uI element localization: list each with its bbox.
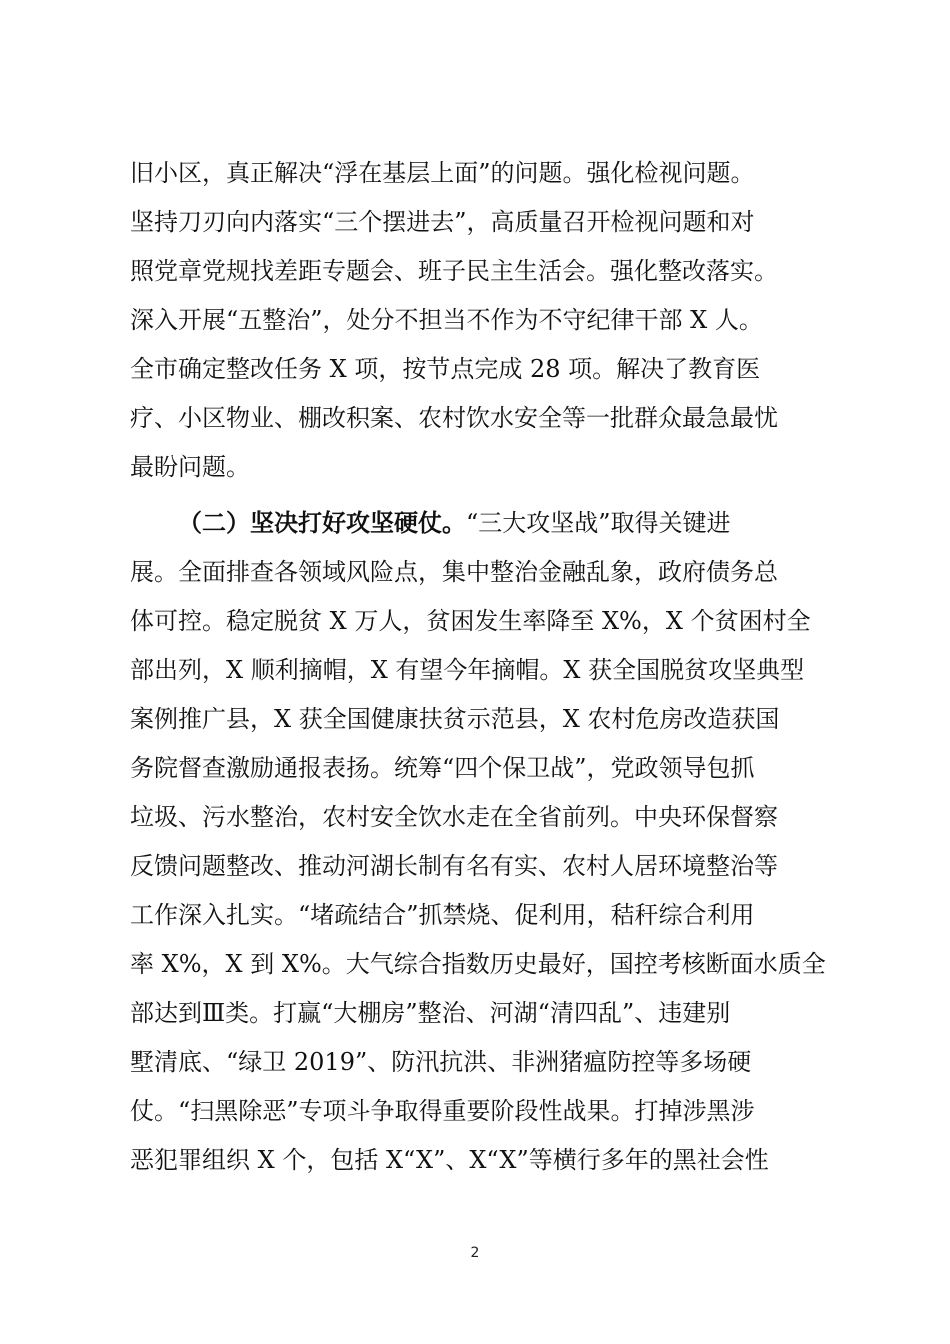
text-line: 恶犯罪组织 X 个，包括 X“X”、X“X”等横行多年的黑社会性 <box>130 1146 769 1174</box>
text-line: 垃圾、污水整治，农村安全饮水走在全省前列。中央环保督察 <box>130 803 778 831</box>
text-line: 务院督查激励通报表扬。统筹“四个保卫战”，党政领导包抓 <box>130 754 755 782</box>
text-line: 深入开展“五整治”，处分不担当不作为不守纪律干部 X 人。 <box>130 306 763 334</box>
text-line: 坚持刀刃向内落实“三个摆进去”，高质量召开检视问题和对 <box>130 208 755 236</box>
text-line: 墅清底、“绿卫 2019”、防汛抗洪、非洲猪瘟防控等多场硬 <box>130 1048 752 1076</box>
text-span: “三大攻坚战”取得关键进 <box>466 509 731 537</box>
page-number: 2 <box>470 1245 480 1261</box>
text-line: 疗、小区物业、棚改积案、农村饮水安全等一批群众最急最忧 <box>130 404 778 432</box>
text-line: 全市确定整改任务 X 项，按节点完成 28 项。解决了教育医 <box>130 355 761 383</box>
text-line: 案例推广县，X 获全国健康扶贫示范县，X 农村危房改造获国 <box>130 705 780 733</box>
text-line: 工作深入扎实。“堵疏结合”抓禁烧、促利用，秸秆综合利用 <box>130 901 755 929</box>
text-line: 部出列，X 顺利摘帽，X 有望今年摘帽。X 获全国脱贫攻坚典型 <box>130 656 805 684</box>
text-line: 照党章党规找差距专题会、班子民主生活会。强化整改落实。 <box>130 257 778 285</box>
paragraph-first-line <box>178 508 731 538</box>
section-heading: （二）坚决打好攻坚硬仗。 <box>178 508 466 537</box>
text-line: 展。全面排查各领域风险点，集中整治金融乱象，政府债务总 <box>130 558 778 586</box>
text-line: 仗。“扫黑除恶”专项斗争取得重要阶段性战果。打掉涉黑涉 <box>130 1097 755 1125</box>
text-line: 最盼问题。 <box>130 453 250 481</box>
text-line: 旧小区，真正解决“浮在基层上面”的问题。强化检视问题。 <box>130 159 755 187</box>
text-line: 部达到Ⅲ类。打赢“大棚房”整治、河湖“清四乱”、违建别 <box>130 999 731 1027</box>
text-line: 反馈问题整改、推动河湖长制有名有实、农村人居环境整治等 <box>130 852 778 880</box>
text-line: 率 X%，X 到 X%。大气综合指数历史最好，国控考核断面水质全 <box>130 950 826 978</box>
text-line: 体可控。稳定脱贫 X 万人，贫困发生率降至 X%，X 个贫困村全 <box>130 607 811 635</box>
